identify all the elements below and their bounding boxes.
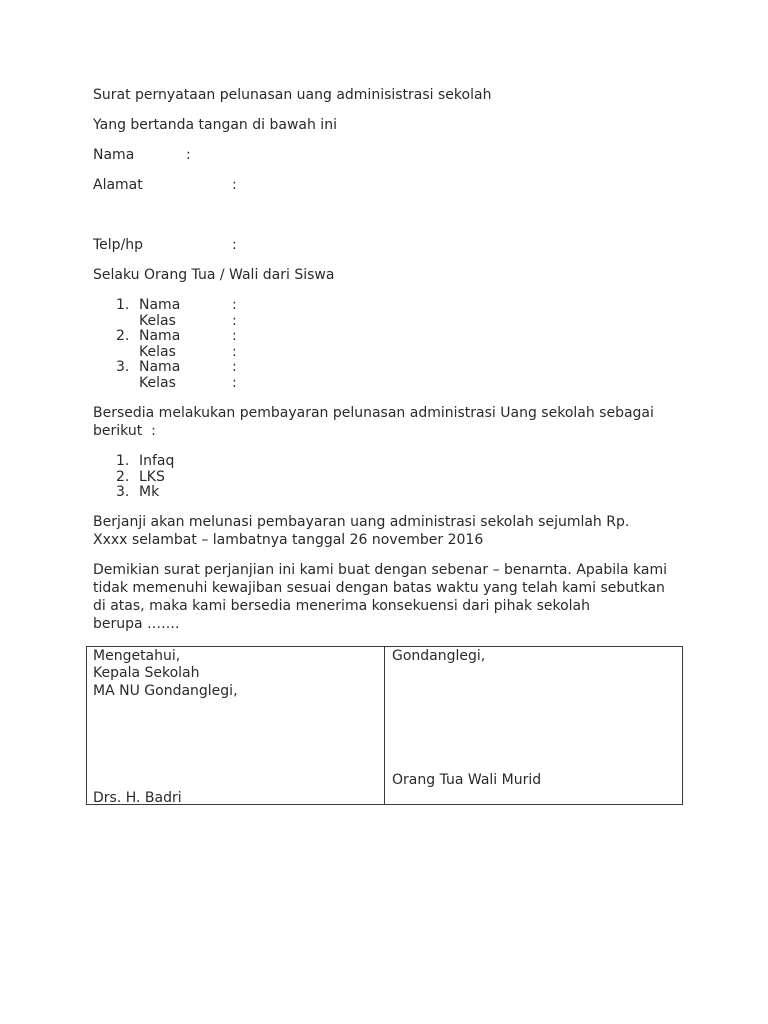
- student-class-label: Kelas: [139, 313, 176, 329]
- student-intro: Selaku Orang Tua / Wali dari Siswa: [93, 267, 335, 283]
- student-class-colon: :: [232, 375, 237, 391]
- payment-item: Mk: [139, 484, 160, 500]
- intro-text: Yang bertanda tangan di bawah ini: [93, 117, 337, 133]
- payment-intro-line: Bersedia melakukan pembayaran pelunasan administrasi Uang sekolah sebagai: [93, 405, 654, 421]
- student-name-label: Nama: [139, 328, 181, 344]
- student-class-colon: :: [232, 344, 237, 360]
- student-number: 1.: [116, 297, 130, 313]
- school-name: MA NU Gondanglegi,: [93, 683, 238, 699]
- payment-item: Infaq: [139, 453, 175, 469]
- student-class-label: Kelas: [139, 344, 176, 360]
- parent-name-colon: :: [186, 147, 191, 163]
- principal-title: Kepala Sekolah: [93, 665, 200, 681]
- payment-item: LKS: [139, 469, 165, 485]
- student-class-colon: :: [232, 313, 237, 329]
- payment-number: 1.: [116, 453, 130, 469]
- parent-address-label: Alamat: [93, 177, 143, 193]
- student-name-label: Nama: [139, 359, 181, 375]
- promise-line: Xxxx selambat – lambatnya tanggal 26 november 2016: [93, 532, 484, 548]
- student-name-colon: :: [232, 328, 237, 344]
- signing-place: Gondanglegi,: [392, 648, 486, 664]
- student-number: 2.: [116, 328, 130, 344]
- closing-line: berupa …….: [93, 616, 180, 632]
- student-number: 3.: [116, 359, 130, 375]
- acknowledged-label: Mengetahui,: [93, 648, 181, 664]
- closing-line: di atas, maka kami bersedia menerima konsekuensi dari pihak sekolah: [93, 598, 591, 614]
- student-name-colon: :: [232, 297, 237, 313]
- student-name-colon: :: [232, 359, 237, 375]
- payment-number: 3.: [116, 484, 130, 500]
- parent-signature-role: Orang Tua Wali Murid: [392, 772, 542, 788]
- parent-name-label: Nama: [93, 147, 135, 163]
- signature-table: [86, 646, 683, 805]
- student-name-label: Nama: [139, 297, 181, 313]
- student-class-label: Kelas: [139, 375, 176, 391]
- closing-line: Demikian surat perjanjian ini kami buat dengan sebenar – benarnta. Apabila kami: [93, 562, 668, 578]
- signature-divider: [384, 647, 385, 804]
- promise-line: Berjanji akan melunasi pembayaran uang administrasi sekolah sejumlah Rp.: [93, 514, 630, 530]
- document-title: Surat pernyataan pelunasan uang adminisistrasi sekolah: [93, 87, 492, 103]
- closing-line: tidak memenuhi kewajiban sesuai dengan batas waktu yang telah kami sebutkan: [93, 580, 665, 596]
- principal-name: Drs. H. Badri: [93, 790, 182, 806]
- parent-address-colon: :: [232, 177, 237, 193]
- payment-number: 2.: [116, 469, 130, 485]
- parent-phone-label: Telp/hp: [93, 237, 144, 253]
- payment-intro-line: berikut :: [93, 423, 156, 439]
- parent-phone-colon: :: [232, 237, 237, 253]
